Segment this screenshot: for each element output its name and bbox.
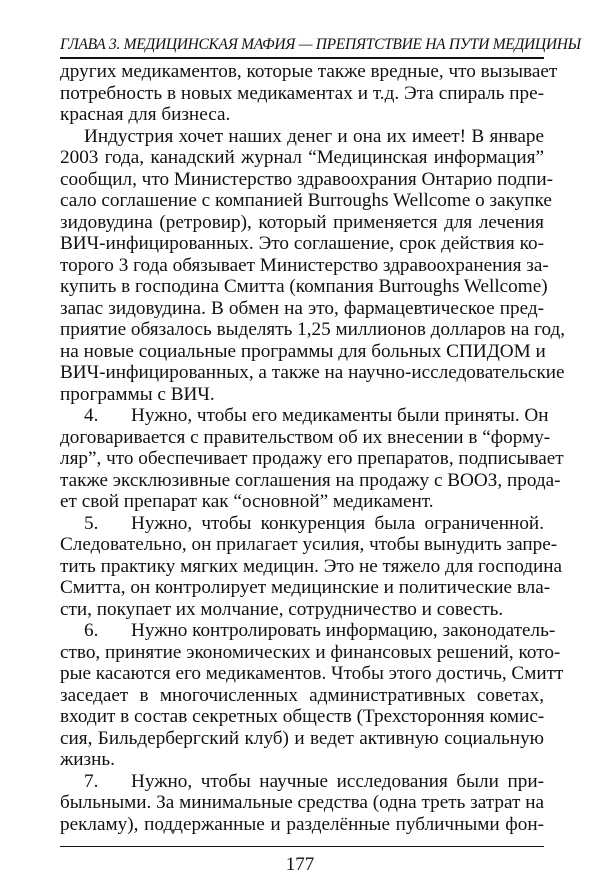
text-line xyxy=(60,792,544,814)
text-line xyxy=(60,491,544,513)
text-line xyxy=(60,663,564,685)
text-line xyxy=(60,104,544,126)
text-line xyxy=(60,147,544,169)
text-line xyxy=(60,233,544,255)
line-text: Нужно, чтобы его медикаменты были приняты. Он xyxy=(131,405,549,426)
line-text: купить в господина Смитта (компания Burroughs Wellcome) xyxy=(60,276,548,297)
line-text: других медикаментов, которые также вредные, что вызывает xyxy=(60,61,558,82)
line-text: сия, Бильдербергский клуб) и ведет активную социальную xyxy=(60,727,544,749)
list-number: 6. xyxy=(84,620,99,641)
line-text: потребность в новых медикаментах и т.д. Эта спираль пре- xyxy=(60,82,544,104)
line-text: договаривается с правительством об их внесении в “форму- xyxy=(60,426,551,448)
line-text: рекламу), поддержанные и разделённые публичными фон- xyxy=(60,813,544,835)
page-body-text xyxy=(60,61,566,835)
text-line xyxy=(60,641,561,664)
line-text: рые касаются его медикаментов. Чтобы этого достичь, Смитт xyxy=(60,663,564,684)
line-text: на новые социальные программы для больных СПИДОМ и xyxy=(60,340,546,362)
line-text: ВИЧ-инфицированных, а также на научно-исследовательские xyxy=(60,362,565,383)
text-line xyxy=(60,362,565,384)
line-text: Следовательно, он прилагает усилия, чтобы вынудить запре- xyxy=(60,534,558,555)
text-line xyxy=(60,685,544,707)
list-number: 7. xyxy=(84,770,99,792)
line-text: сти, покупает их молчание, сотрудничество и совесть. xyxy=(60,598,504,620)
line-text: сообщил, что Министерство здравоохрания Онтарио подпи- xyxy=(60,168,554,190)
text-line xyxy=(60,448,564,470)
text-line xyxy=(60,168,554,191)
line-text: ВИЧ-инфицированных. Это соглашение, срок действия ко- xyxy=(60,233,544,254)
line-text: заседает в многочисленных административных советах, xyxy=(60,684,544,706)
text-line xyxy=(60,276,548,298)
line-text: также эксклюзивные соглашения на продажу с ВООЗ, прода- xyxy=(60,469,561,491)
line-text: 2003 года, канадский журнал “Медицинская информация” xyxy=(60,147,544,168)
line-text: Смитта, он контролирует медицинские и политические вла- xyxy=(60,577,551,598)
list-number: 5. xyxy=(84,512,99,534)
text-line xyxy=(60,341,544,363)
running-header: ГЛАВА 3. МЕДИЦИНСКАЯ МАФИЯ — ПРЕПЯТСТВИЕ НА ПУТИ МЕДИЦИНЫ xyxy=(60,36,581,53)
text-line xyxy=(60,706,544,728)
line-text: быльными. За минимальные средства (одна треть затрат на xyxy=(60,792,544,813)
line-text: ство, принятие экономических и финансовых решений, кото- xyxy=(60,641,561,663)
text-line xyxy=(60,319,566,341)
text-line xyxy=(60,61,558,83)
text-line xyxy=(60,534,558,556)
line-text: Нужно контролировать информацию, законодатель- xyxy=(131,620,556,641)
page-number: 177 xyxy=(285,854,315,875)
line-text: красная для бизнеса. xyxy=(60,104,231,125)
text-line xyxy=(60,555,563,578)
line-text: Нужно, чтобы конкуренция была ограниченной. xyxy=(131,512,544,534)
text-line xyxy=(60,254,549,277)
header-rule xyxy=(60,57,544,59)
text-line xyxy=(60,728,544,750)
text-line xyxy=(60,212,544,234)
line-text: программы с ВИЧ. xyxy=(60,383,215,405)
line-text: Нужно, чтобы научные исследования были при- xyxy=(131,770,544,792)
line-text: ет свой препарат как “основной” медикамент. xyxy=(60,491,434,512)
footer-rule xyxy=(60,846,544,847)
line-text: Индустрия хочет наших денег и она их имеет! В январе xyxy=(84,125,544,147)
line-text: приятие обязалось выделять 1,25 миллионов долларов на год, xyxy=(60,319,566,340)
line-text: торого 3 года обязывает Министерство здравоохранения за- xyxy=(60,254,549,276)
text-line xyxy=(60,384,544,406)
text-line xyxy=(60,190,552,212)
text-line xyxy=(60,469,561,492)
text-line xyxy=(60,405,549,427)
text-line xyxy=(60,83,544,105)
text-line xyxy=(60,298,544,320)
text-line xyxy=(60,771,544,793)
text-line xyxy=(60,426,551,449)
text-line xyxy=(60,513,544,535)
text-line xyxy=(60,599,544,621)
list-number: 4. xyxy=(84,405,99,426)
text-line xyxy=(60,749,544,771)
text-line xyxy=(60,620,556,642)
line-text: тить практику мягких медицин. Это не тяжело для господина xyxy=(60,555,563,577)
text-line xyxy=(60,126,544,148)
line-text: запас зидовудина. В обмен на это, фармацевтическое пред- xyxy=(60,297,544,319)
text-line xyxy=(60,577,551,599)
line-text: жизнь. xyxy=(60,749,115,770)
text-line xyxy=(60,814,544,836)
line-text: ляр”, что обеспечивает продажу его препаратов, подписывает xyxy=(60,448,564,469)
line-text: зидовудина (ретровир), который применяется для лечения xyxy=(60,211,544,233)
line-text: входит в состав секретных обществ (Трехсторонняя комис- xyxy=(60,706,545,727)
line-text: сало соглашение с компанией Burroughs Wellcome о закупке xyxy=(60,190,552,211)
